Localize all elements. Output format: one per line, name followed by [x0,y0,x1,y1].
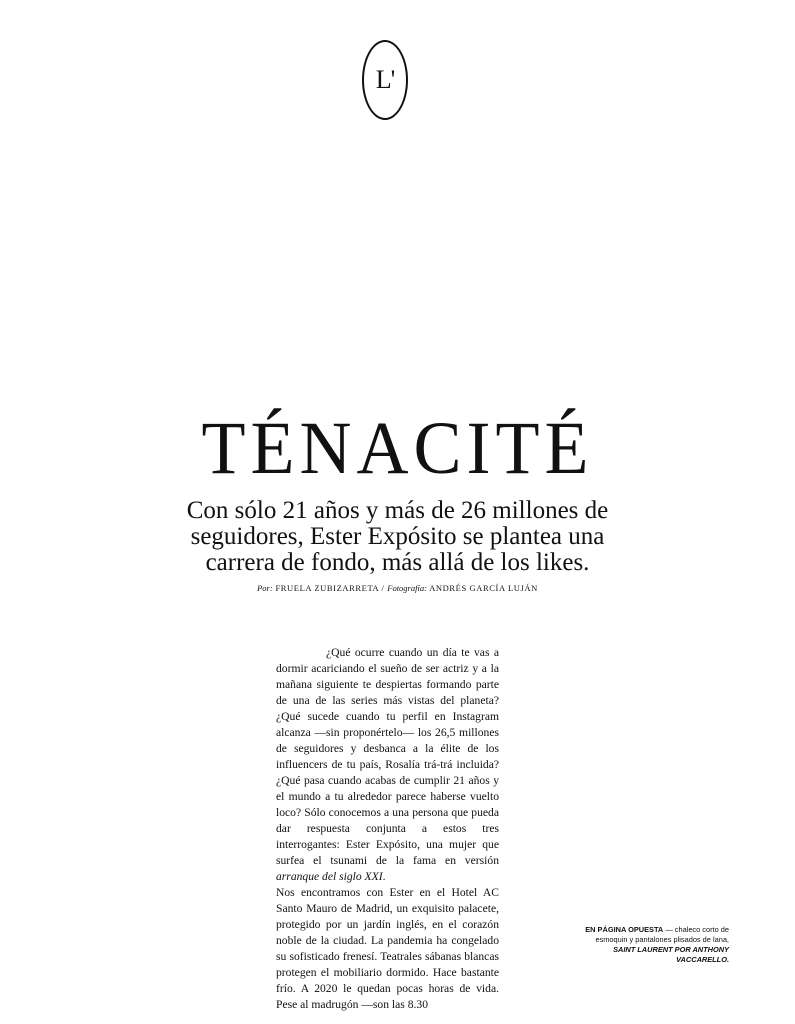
photo-label: Fotografía: [387,583,427,593]
article-body [276,645,499,1013]
caption-credit: SAINT LAURENT POR ANTHONY VACCARELLO. [613,945,729,964]
paragraph1-italic: arranque del siglo XXI [276,870,383,883]
byline [0,583,795,593]
paragraph1-text: ¿Qué ocurre cuando un día te vas a dormir acariciando el sueño de ser actriz y a la mañana siguiente te despiertas formando parte de una de las series más vistas del planeta? ¿Qué sucede cuando tu perfil en Instagram alcanza —sin proponértelo— los 26,5 millones de seguidores y desbanca a la élite de los influencers de tu país, Rosalía trá-trá incluida? ¿Qué pasa cuando acabas de cumplir 21 años y el mundo a tu alrededor parece haberse vuelto loco? Sólo conocemos a una persona que pueda dar respuesta conjunta a estos tres interrogantes: Ester Expósito, una mujer que surfea el tsunami de la fama en versión [276,646,499,867]
caption-text: — chaleco corto de esmoquin y pantalones plisados de lana, [595,925,729,944]
photo-caption [559,925,729,965]
logo-text: L' [375,65,395,94]
article-dek: Con sólo 21 años y más de 26 millones de seguidores, Ester Expósito se plantea una carrera de fondo, más allá de los likes. [186,497,609,576]
article-headline: TÉNACITÉ [201,406,594,490]
body-paragraph-2: Nos encontramos con Ester en el Hotel AC Santo Mauro de Madrid, un exquisito palacete, protegido por un jardín inglés, en el corazón noble de la ciudad. La pandemia ha congelado su sofisticado frenesí. Teatrales sábanas blancas protegen el mobiliario dormido. Hace bastante frío. A 2020 le quedan pocas horas de vida. Pese al madrugón —son las 8.30 [276,886,499,1011]
magazine-logo [362,40,408,120]
byline-separator: / [378,583,388,593]
author-label: Por: [257,583,273,593]
body-paragraph [276,645,499,885]
paragraph1-end: . [382,870,386,883]
author-name: FRUELA ZUBIZARRETA [275,583,379,593]
caption-label: EN PÁGINA OPUESTA [585,925,664,934]
photographer-name: ANDRÉS GARCÍA LUJÁN [429,583,538,593]
